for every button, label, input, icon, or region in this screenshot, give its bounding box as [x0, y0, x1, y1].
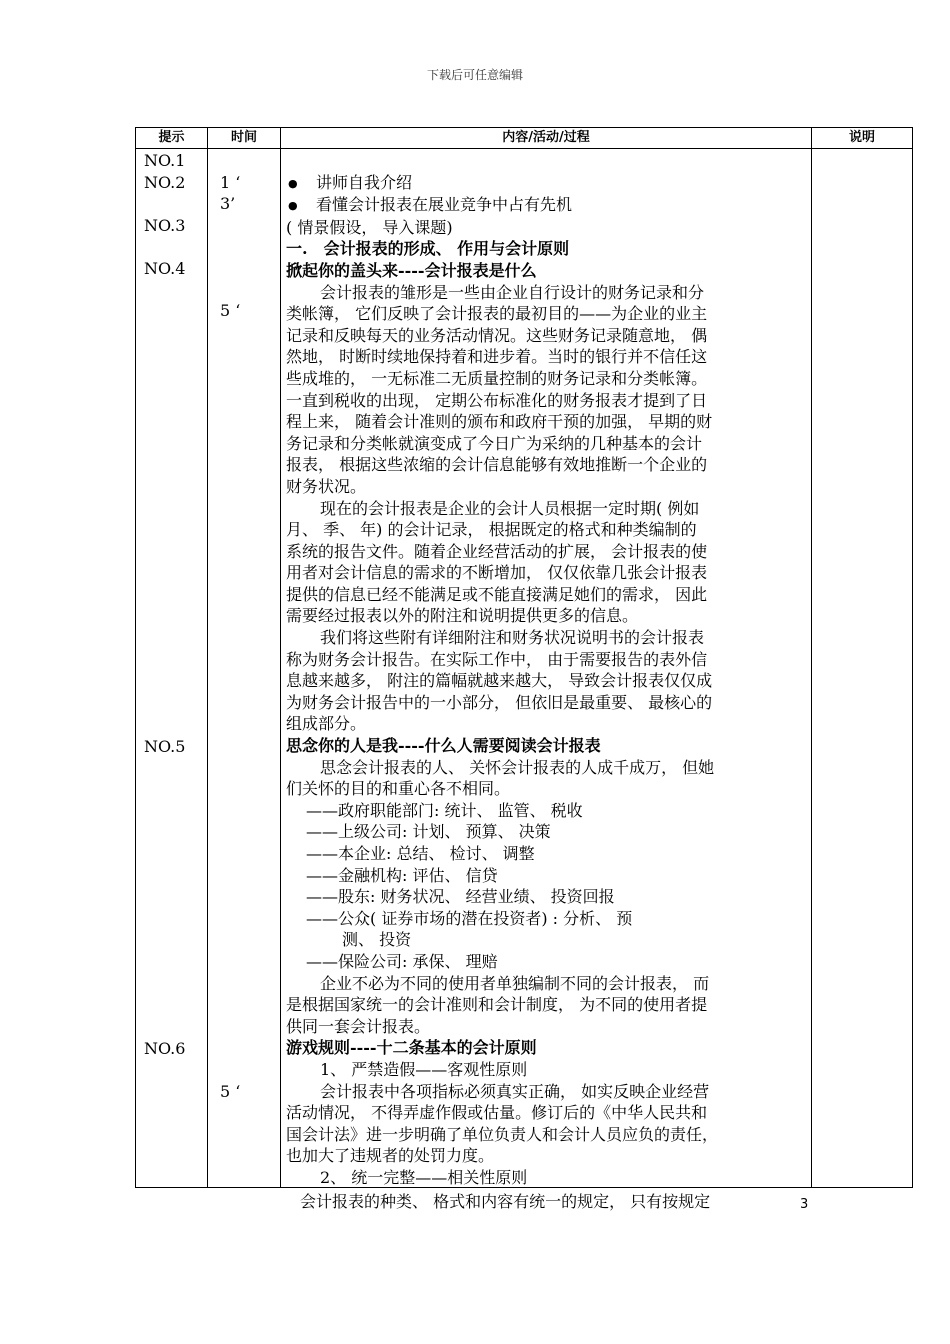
header-time: 时间 — [230, 130, 257, 145]
content-line: 国会计法》进一步明确了单位负责人和会计人员应负的责任， — [286, 1124, 719, 1144]
hint-label: NO.1 — [144, 151, 186, 170]
section-heading: 一. 会计报表的形成、 作用与会计原则 — [286, 239, 570, 259]
content-line: 需要经过报表以外的附注和说明提供更多的信息。 — [286, 606, 639, 626]
content-line: 2、 统一完整——相关性原则 — [320, 1167, 528, 1187]
content-line: 财务状况。 — [286, 476, 367, 496]
hint-label: NO.6 — [144, 1039, 186, 1058]
header-divider — [136, 148, 912, 149]
continuation-text: 会计报表的种类、 格式和内容有统一的规定， 只有按规定 — [300, 1192, 711, 1211]
content-line: 记录和反映每天的业务活动情况。这些财务记录随意地， 偶 — [286, 325, 708, 345]
hint-label: NO.2 — [144, 173, 186, 192]
time-label: 5 ‘ — [220, 1082, 241, 1101]
content-line: 会计报表中各项指标必须真实正确， 如实反映企业经营 — [320, 1081, 710, 1101]
col-divider — [811, 128, 812, 1187]
content-line: 也加大了违规者的处罚力度。 — [286, 1146, 495, 1166]
content-line: 测、 投资 — [342, 930, 412, 950]
hint-label: NO.5 — [144, 737, 186, 756]
bullet-item: ● 讲师自我介绍 — [286, 172, 806, 195]
time-label: 3’ — [220, 194, 236, 213]
content-line: 思念会计报表的人、 关怀会计报表的人成千成万， 但她 — [320, 757, 715, 777]
content-line: 用者对会计信息的需求的不断增加， 仅仅依靠几张会计报表 — [286, 563, 708, 583]
content-line: 为财务会计报告中的一小部分， 但依旧是最重要、 最核心的 — [286, 692, 713, 712]
content-line: 是根据国家统一的会计准则和会计制度， 为不同的使用者提 — [286, 995, 708, 1015]
content-line: 称为财务会计报告。在实际工作中， 由于需要报告的表外信 — [286, 649, 708, 669]
content-line: ——政府职能部门: 统计、 监管、 税收 — [306, 800, 583, 820]
section-heading: 掀起你的盖头来----会计报表是什么 — [286, 260, 537, 280]
content-column — [286, 150, 806, 1189]
content-line: ——金融机构: 评估、 信贷 — [306, 865, 498, 885]
bullet-item: ● 看懂会计报表在展业竞争中占有先机 — [286, 194, 806, 217]
content-line: 我们将这些附有详细附注和财务状况说明书的会计报表 — [320, 628, 705, 648]
content-line: 月、 季、 年) 的会计记录， 根据既定的格式和种类编制的 — [286, 520, 697, 540]
content-line: ——上级公司: 计划、 预算、 决策 — [306, 822, 551, 842]
section-heading: 思念你的人是我----什么人需要阅读会计报表 — [286, 736, 601, 756]
content-line: ——本企业: 总结、 检讨、 调整 — [306, 844, 535, 863]
content-line: 供同一套会计报表。 — [286, 1016, 431, 1036]
content-line: 息越来越多， 附注的篇幅就越来越大， 导致会计报表仅仅成 — [286, 671, 713, 691]
hint-label: NO.3 — [144, 216, 186, 235]
content-line: 然地， 时断时续地保持着和进步着。当时的银行并不信任这 — [286, 347, 708, 367]
section-heading: 游戏规则----十二条基本的会计原则 — [286, 1038, 537, 1058]
content-line: 提供的信息已经不能满足或不能直接满足她们的需求， 因此 — [286, 584, 708, 604]
spacer — [286, 150, 806, 172]
hint-label: NO.4 — [144, 259, 186, 278]
content-line: 1、 严禁造假——客观性原则 — [320, 1059, 528, 1079]
content-line: 一直到税收的出现， 定期公布标准化的财务报表才提到了日 — [286, 390, 708, 410]
content-line: 组成部分。 — [286, 714, 367, 734]
content-line: 系统的报告文件。随着企业经营活动的扩展， 会计报表的使 — [286, 541, 708, 561]
content-line: 现在的会计报表是企业的会计人员根据一定时期( 例如 — [320, 498, 700, 518]
content-line: ——保险公司: 承保、 理赔 — [306, 951, 498, 971]
time-label: 1 ‘ — [220, 173, 241, 192]
time-label: 5 ‘ — [220, 301, 241, 320]
lesson-table — [135, 127, 913, 1188]
content-line: 们关怀的目的和重心各不相同。 — [286, 779, 511, 799]
header-note: 说明 — [848, 130, 875, 145]
content-line: 程上来， 随着会计准则的颁布和政府干预的加强， 早期的财 — [286, 412, 713, 432]
header-hint: 提示 — [158, 130, 185, 145]
content-line: ( 情景假设， 导入课题) — [286, 217, 453, 237]
content-line: 活动情况， 不得弄虚作假或估量。修订后的《中华人民共和 — [286, 1103, 708, 1123]
col-divider — [280, 128, 281, 1187]
header-content: 内容/活动/过程 — [502, 130, 590, 145]
page-number: 3 — [800, 1197, 809, 1212]
col-divider — [207, 128, 208, 1187]
content-line: 些成堆的， 一无标准二无质量控制的财务记录和分类帐簿。 — [286, 368, 708, 388]
content-line: ——公众( 证券市场的潜在投资者) : 分析、 预 — [306, 908, 633, 928]
content-line: ——股东: 财务状况、 经营业绩、 投资回报 — [306, 887, 615, 907]
content-line: 报表， 根据这些浓缩的会计信息能够有效地推断一个企业的 — [286, 455, 708, 475]
header-note: 下载后可任意编辑 — [426, 68, 523, 82]
content-line: 类帐簿， 它们反映了会计报表的最初目的——为企业的业主 — [286, 304, 708, 324]
content-line: 会计报表的雏形是一些由企业自行设计的财务记录和分 — [320, 282, 705, 302]
content-line: 企业不必为不同的使用者单独编制不同的会计报表， 而 — [320, 973, 710, 993]
content-line: 务记录和分类帐就演变成了今日广为采纳的几种基本的会计 — [286, 433, 703, 453]
